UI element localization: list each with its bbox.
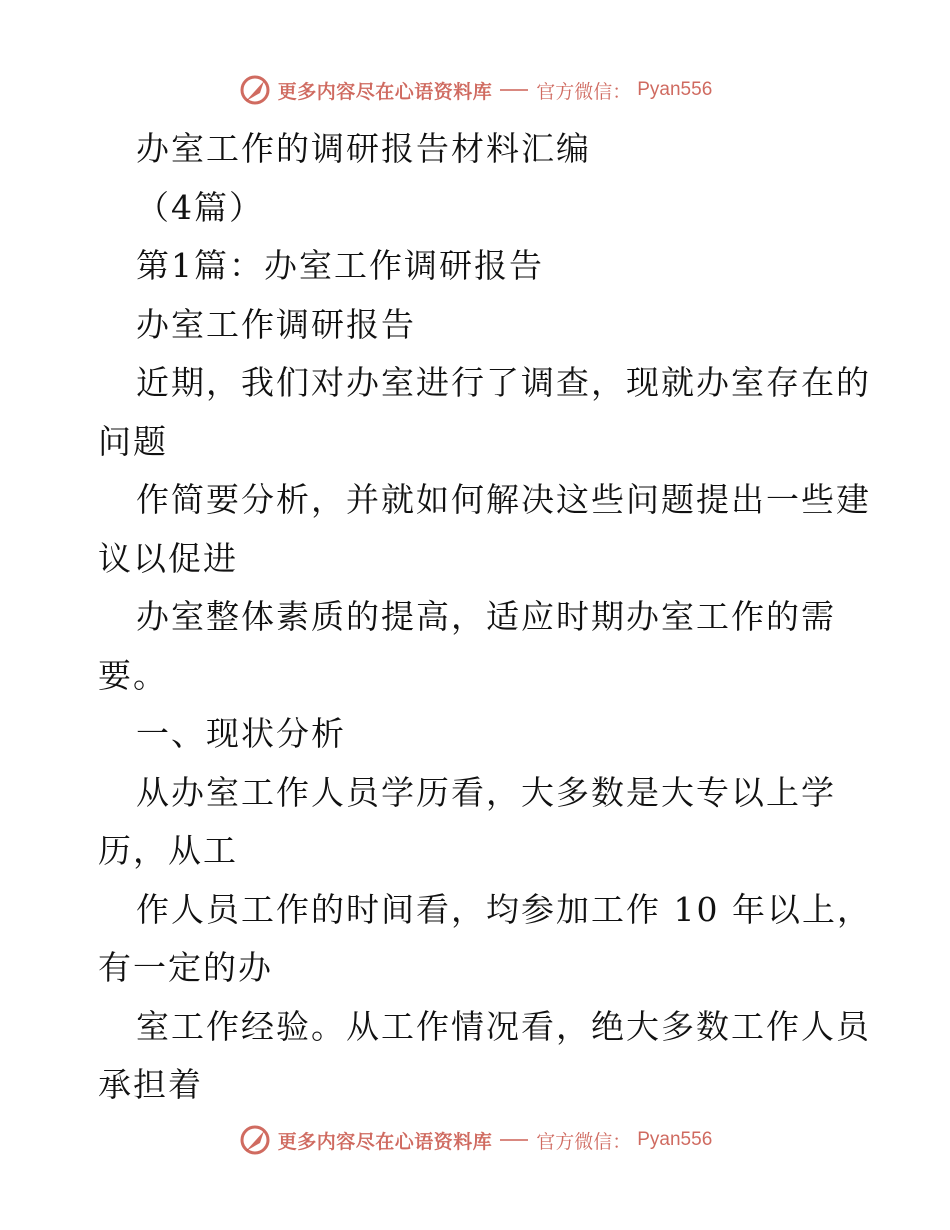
paragraph-line: 要。 [98,655,168,695]
report-heading: 办室工作调研报告 [136,304,416,344]
quill-logo-icon [238,1123,272,1157]
quill-logo-icon [238,73,272,107]
paragraph-line: 有一定的办 [98,948,273,987]
watermark-dash [500,1139,528,1141]
paragraph-line: 作简要分析，并就如何解决这些问题提出一些建 [136,480,871,519]
watermark-banner-top [0,70,950,110]
document-body [98,120,872,1115]
section-heading: 第1篇：办室工作调研报告 [136,246,544,285]
paragraph-line: 承担着 [98,1065,203,1104]
watermark-banner-bottom [0,1120,950,1160]
doc-subtitle: （4篇） [136,187,264,227]
paragraph-line: 近期，我们对办室进行了调查，现就办室存在的 [136,363,871,402]
subsection-heading: 一、现状分析 [136,714,346,753]
watermark-wechat-label: 官方微信： [536,1130,632,1153]
watermark-text: 更多内容尽在心语资料库 [277,80,493,103]
paragraph-line: 历，从工 [98,831,238,870]
watermark-dash [500,89,528,91]
paragraph-line: 从办室工作人员学历看，大多数是大专以上学 [136,772,836,812]
paragraph-line: 问题 [98,421,168,461]
watermark-wechat-id: Pyan556 [637,79,713,100]
watermark-wechat-id: Pyan556 [637,1129,713,1150]
paragraph-line: 办室整体素质的提高，适应时期办室工作的需 [136,597,836,636]
paragraph-line: 议以促进 [98,538,238,578]
doc-title: 办室工作的调研报告材料汇编 [136,129,591,168]
paragraph-line: 室工作经验。从工作情况看，绝大多数工作人员 [136,1006,871,1046]
paragraph-line: 作人员工作的时间看，均参加工作 10 年以上， [136,889,872,929]
watermark-wechat-label: 官方微信： [536,80,632,103]
watermark-text: 更多内容尽在心语资料库 [277,1130,493,1153]
